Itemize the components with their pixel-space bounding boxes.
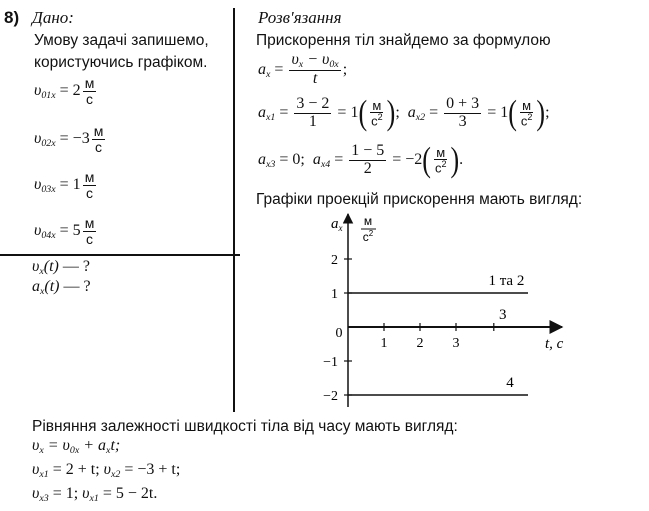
solution-line1: Прискорення тіл знайдемо за формулою — [256, 32, 551, 49]
origin-label: 0 — [335, 326, 343, 341]
given-item-2: $\upsilon_{02x} = -3$ $\frac{м}{с}$ — [34, 123, 104, 155]
find-velocity: $\upsilon_x(t)$ — ? — [32, 258, 90, 277]
series-label-2: 3 — [499, 307, 507, 323]
bottom-line1: Рівняння залежності швидкості тіла від часу мають вигляд: — [32, 418, 458, 435]
y-axis-unit — [361, 214, 376, 244]
series-label-3: 4 — [506, 375, 514, 391]
x-tick-label-1: 1 — [380, 336, 388, 351]
y-axis-label: $a_x$ — [331, 216, 343, 233]
y-tick-label--1: −1 — [323, 355, 338, 370]
x-tick-label-2: 2 — [416, 336, 424, 351]
series-label-1: 1 та 2 — [488, 273, 525, 289]
velocity-equations-1-2: $\upsilon_{x1} = 2 + t$; $\upsilon_{x2} = -3 + t$; — [32, 461, 181, 480]
find-acceleration: $a_x(t)$ — ? — [32, 278, 91, 297]
solution-heading: Розв'язання — [258, 8, 342, 27]
a3-a4-calculation: $a_{x3} = 0$; $a_{x4}$ = $\frac{1 - 5}{2}$ = −2( $\frac{м}{с^2}$ ). — [258, 140, 464, 180]
a1-a2-calculation: $a_{x1}$ = $\frac{3 - 2}{1}$ = 1( $\frac{м}{с^2}$ ); $a_{x2}$ = $\frac{0 + 3}{3}$ = 1( $\frac{м}{с^2}$ ); — [258, 93, 550, 133]
given-intro-line2: користуючись графіком. — [34, 54, 208, 71]
given-item-4: $\upsilon_{04x} = 5$ $\frac{м}{с}$ — [34, 215, 95, 247]
velocity-equations-3-4: $\upsilon_{x3} = 1$; $\upsilon_{x1} = 5 - 2t$. — [32, 485, 158, 504]
velocity-general-equation: $\upsilon_x = \upsilon_{0x} + a_xt$; — [32, 437, 121, 456]
given-item-3: $\upsilon_{03x} = 1$ $\frac{м}{с}$ — [34, 169, 95, 201]
given-heading: Дано: — [32, 8, 74, 27]
y-tick-label--2: −2 — [323, 389, 338, 404]
y-tick-label-1: 1 — [331, 287, 338, 302]
svg-text:м: м — [363, 214, 373, 228]
graph-caption: Графіки проекцій прискорення мають вигляд: — [256, 191, 583, 208]
svg-text:с2: $с^2$ — [362, 229, 374, 244]
x-axis-label: t, с — [545, 336, 564, 352]
given-item-1: $\upsilon_{01x} = 2$ $\frac{м}{с}$ — [34, 75, 95, 107]
given-intro-line1: Умову задачі запишемо, — [34, 32, 209, 49]
x-tick-label-3: 3 — [452, 336, 460, 351]
acceleration-formula: $a_x$ = $\frac{\upsilon_x - \upsilon_{0x}}{t}$ ; — [258, 51, 348, 88]
problem-number: 8) — [4, 8, 20, 27]
y-tick-label-2: 2 — [331, 253, 338, 268]
